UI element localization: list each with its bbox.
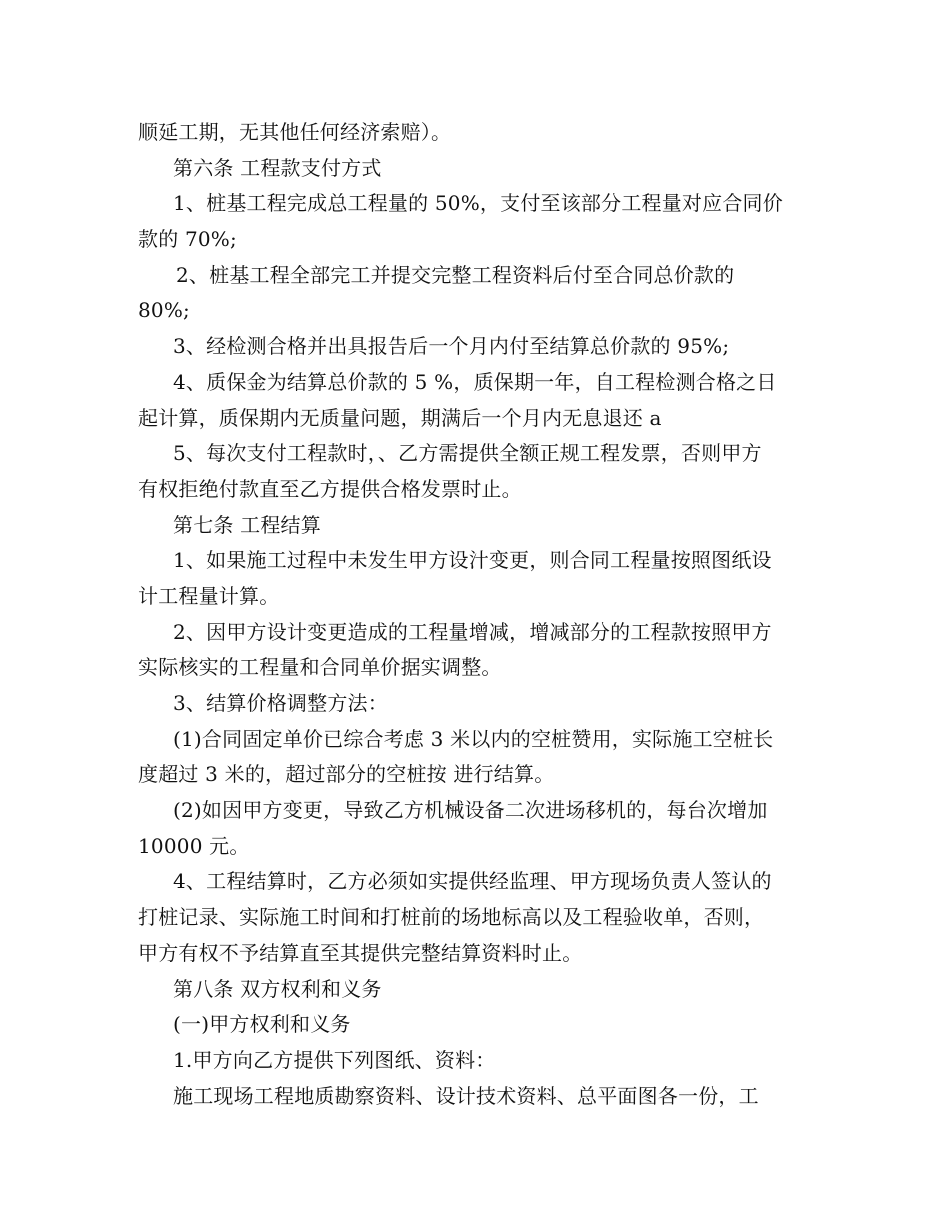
text-line: (2)如因甲方变更，导致乙方机械设备二次进场移机的，每台次增加	[173, 798, 768, 823]
document-body	[138, 115, 814, 1114]
text-line: 起计算，质保期内无质量问题，期满后一个月内无息退还 a	[138, 405, 662, 430]
text-line: 1.甲方向乙方提供下列图纸、资料：	[173, 1047, 496, 1072]
text-line: (一)甲方权利和义务	[173, 1012, 351, 1037]
text-line: 4、质保金为结算总价款的 5 %，质保期一年，自工程检测合格之日	[173, 369, 777, 394]
text-line: 款的 70%;	[138, 227, 237, 252]
text-line: 计工程量计算。	[138, 583, 280, 608]
text-line: 第六条 工程款支付方式	[173, 155, 382, 180]
text-line: 第八条 双方权利和义务	[173, 976, 382, 1001]
text-line: 有权拒绝付款直至乙方提供合格发票时止。	[138, 476, 522, 501]
text-line: 甲方有权不予结算直至其提供完整结算资料时止。	[138, 940, 583, 965]
text-line: 施工现场工程地质勘察资料、设计技术资料、总平面图各一份，工	[173, 1083, 759, 1108]
text-line: 1、如果施工过程中未发生甲方设汁变更，则合同工程量按照图纸设	[173, 548, 772, 573]
text-line: 5、每次支付工程款时，、乙方需提供全额正规工程发票，否则甲方	[173, 441, 762, 466]
text-line: 第七条 工程结算	[173, 512, 321, 537]
text-line: 1、桩基工程完成总工程量的 50%，支付至该部分工程量对应合同价	[173, 191, 783, 216]
text-line: (1)合同固定单价已综合考虑 3 米以内的空桩赞用，实际施工空桩长	[173, 726, 774, 751]
text-line: 80%;	[138, 298, 190, 323]
text-line: 2、桩基工程全部完工并提交完整工程资料后付至合同总价款的	[176, 262, 735, 287]
text-line: 度超过 3 米的，超过部分的空桩按 进行结算。	[138, 762, 555, 787]
text-line: 3、结算价格调整方法：	[173, 691, 388, 715]
text-line: 2、因甲方设计变更造成的工程量增减，增减部分的工程款按照甲方	[173, 619, 772, 644]
text-line: 顺延工期，无其他任何经济索赔）。	[138, 120, 452, 144]
text-line: 10000 元。	[138, 833, 250, 858]
text-line: 4、工程结算时，乙方必须如实提供经监理、甲方现场负责人签认的	[173, 869, 772, 894]
text-line: 打桩记录、实际施工时间和打桩前的场地标高以及工程验收单，否则，	[138, 905, 765, 930]
text-line: 3、经检测合格并出具报告后一个月内付至结算总价款的 95%;	[173, 334, 730, 359]
text-line: 实际核实的工程量和合同单价据实调整。	[138, 655, 502, 680]
